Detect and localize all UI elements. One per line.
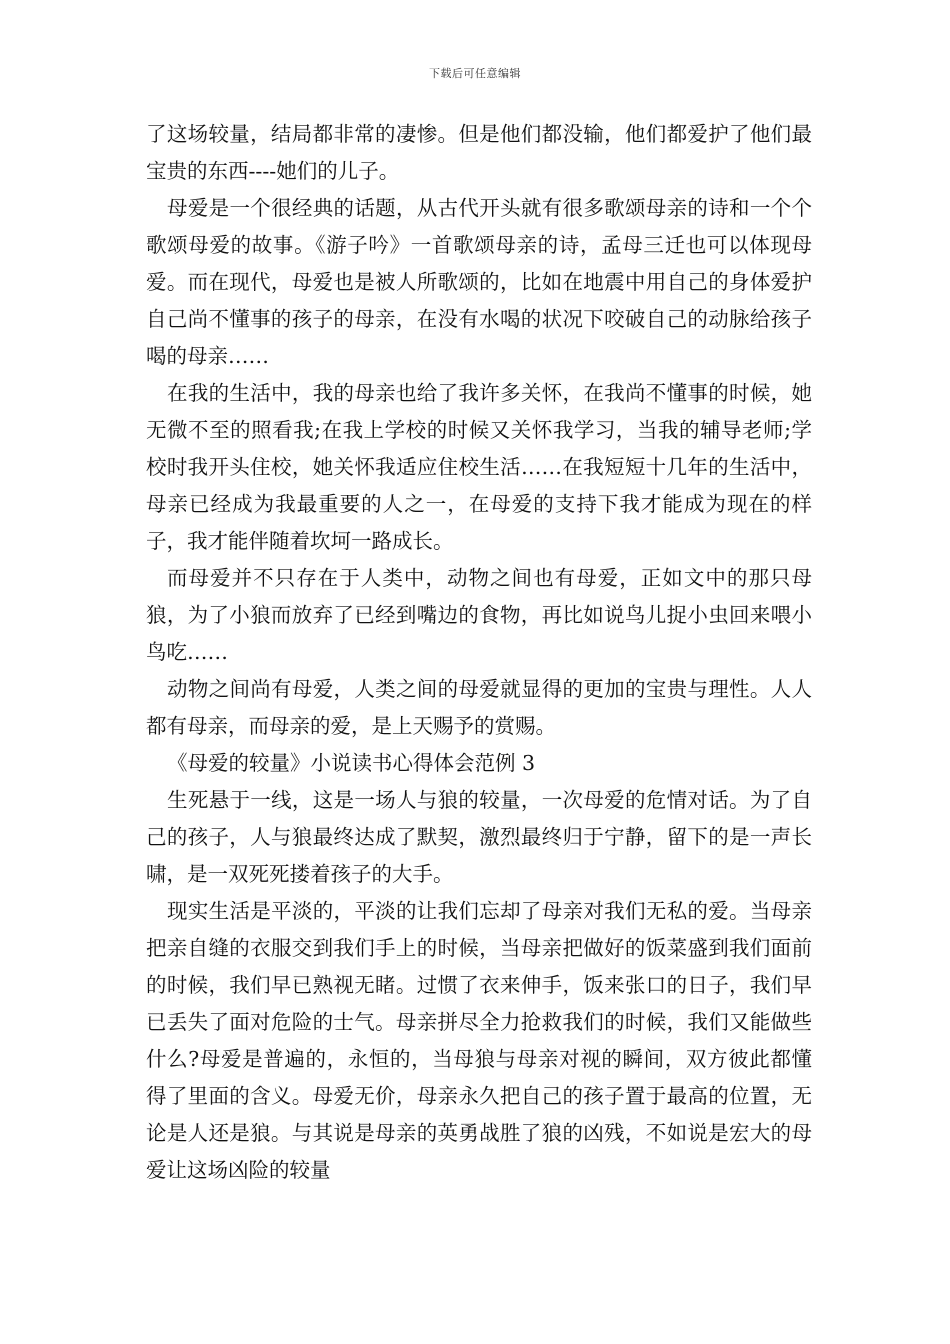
section-heading: 《母爱的较量》小说读书心得体会范例 3 [167, 751, 536, 775]
paragraph-continued: 了这场较量，结局都非常的凄惨。但是他们都没输，他们都爱护了他们最宝贵的东西----她们的儿子。 [146, 122, 812, 183]
paragraph: 生死悬于一线，这是一场人与狼的较量，一次母爱的危情对话。为了自己的孩子，人与狼最终达成了默契，激烈最终归于宁静，留下的是一声长啸，是一双死死搂着孩子的大手。 [146, 788, 812, 886]
paragraph: 在我的生活中，我的母亲也给了我许多关怀，在我尚不懂事的时候，她无微不至的照看我;在我上学校的时候又关怀我学习，当我的辅导老师;学校时我开头住校，她关怀我适应住校生活……在我短短十几年的生活中，母亲已经成为我最重要的人之一，在母爱的支持下我才能成为现在的样子，我才能伴随着坎坷一路成长。 [146, 381, 812, 553]
paragraph: 母爱是一个很经典的话题，从古代开头就有很多歌颂母亲的诗和一个个歌颂母爱的故事。《游子吟》一首歌颂母亲的诗，孟母三迁也可以体现母爱。而在现代，母爱也是被人所歌颂的，比如在地震中用自己的身体爱护自己尚不懂事的孩子的母亲，在没有水喝的状况下咬破自己的动脉给孩子喝的母亲…… [146, 196, 812, 368]
paragraph: 现实生活是平淡的，平淡的让我们忘却了母亲对我们无私的爱。当母亲把亲自缝的衣服交到我们手上的时候，当母亲把做好的饭菜盛到我们面前的时候，我们早已熟视无睹。过惯了衣来伸手，饭来张口的日子，我们早已丢失了面对危险的士气。母亲拼尽全力抢救我们的时候，我们又能做些什么?母爱是普遍的，永恒的，当母狼与母亲对视的瞬间，双方彼此都懂得了里面的含义。母爱无价，母亲永久把自己的孩子置于最高的位置，无论是人还是狼。与其说是母亲的英勇战胜了狼的凶残，不如说是宏大的母爱让这场凶险的较量 [146, 899, 812, 1182]
document-body [146, 116, 812, 1189]
paragraph: 而母爱并不只存在于人类中，动物之间也有母爱，正如文中的那只母狼，为了小狼而放弃了已经到嘴边的食物，再比如说鸟儿捉小虫回来喂小鸟吃…… [146, 566, 812, 664]
paragraph: 动物之间尚有母爱，人类之间的母爱就显得的更加的宝贵与理性。人人都有母亲，而母亲的爱，是上天赐予的赏赐。 [146, 677, 812, 738]
page-header: 下载后可任意编辑 [429, 67, 521, 80]
